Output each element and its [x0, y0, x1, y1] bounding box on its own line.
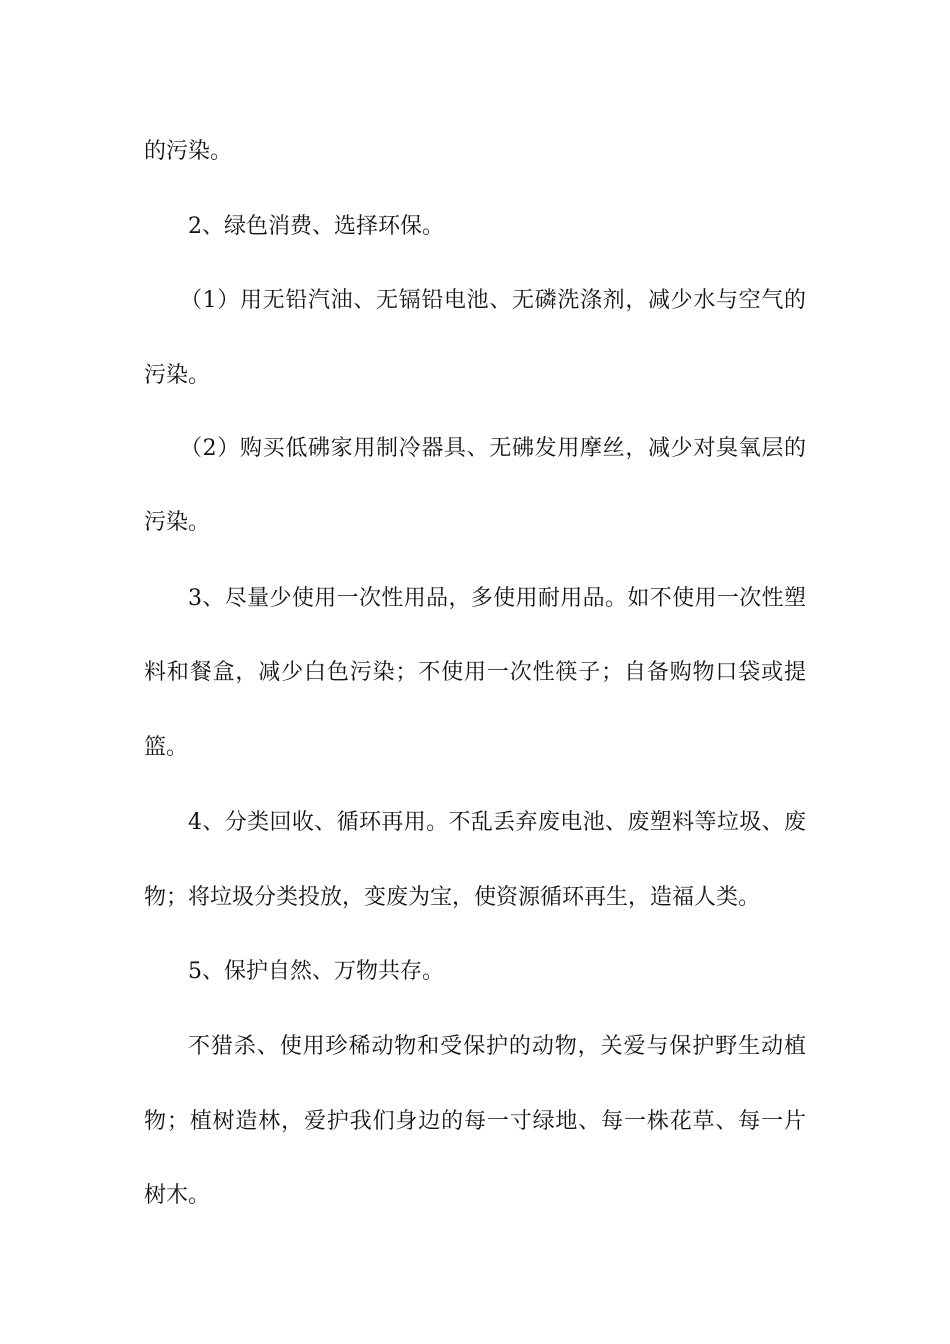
text-line: 3、尽量少使用一次性用品，多使用耐用品。如不使用一次性塑 [188, 586, 806, 611]
text-line: （1）用无铅汽油、无镉铅电池、无磷洗涤剂，减少水与空气的 [180, 288, 806, 313]
text-line: 的污染。 [144, 139, 233, 164]
text-line: 树木。 [144, 1183, 211, 1208]
text-line: 污染。 [144, 363, 211, 388]
text-line: 料和餐盒，减少白色污染；不使用一次性筷子；自备购物口袋或提 [144, 660, 806, 685]
text-line: 不猎杀、使用珍稀动物和受保护的动物，关爱与保护野生动植 [188, 1034, 806, 1059]
text-line: 污染。 [144, 510, 211, 535]
section-heading: 2、绿色消费、选择环保。 [188, 214, 444, 239]
text-line: 篮。 [144, 735, 189, 760]
text-line: 物；植树造林，爱护我们身边的每一寸绿地、每一株花草、每一片 [144, 1109, 806, 1134]
section-heading: 5、保护自然、万物共存。 [188, 959, 444, 984]
text-line: 4、分类回收、循环再用。不乱丢弃废电池、废塑料等垃圾、废 [188, 810, 806, 835]
text-line: （2）购买低砩家用制冷器具、无砩发用摩丝，减少对臭氧层的 [180, 436, 806, 461]
text-line: 物；将垃圾分类投放，变废为宝，使资源循环再生，造福人类。 [144, 885, 761, 910]
